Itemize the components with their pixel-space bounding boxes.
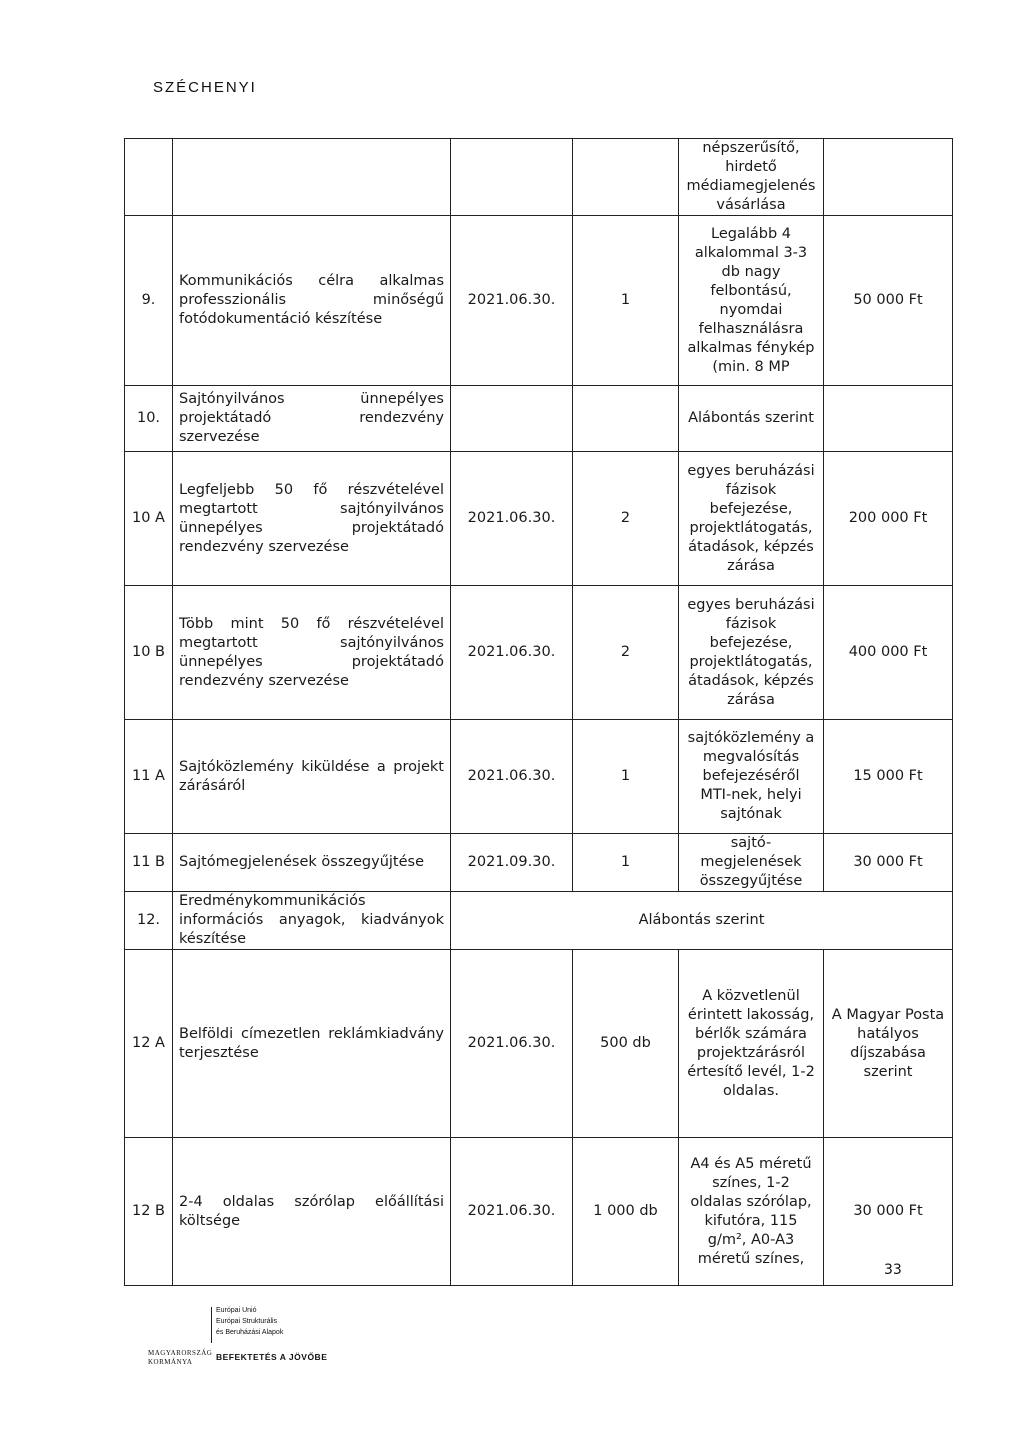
eu-line: Európai Unió <box>216 1307 257 1314</box>
row-deadline <box>451 386 573 452</box>
row-description <box>173 139 451 216</box>
row-unit-description: Alábontás szerint <box>679 386 824 452</box>
row-unit-price: 50 000 Ft <box>824 216 953 386</box>
table-row <box>125 216 953 386</box>
row-unit-price: 200 000 Ft <box>824 452 953 586</box>
footer-logo-block <box>148 1305 408 1375</box>
row-unit-price: A Magyar Posta hatályos díjszabása szerint <box>824 950 953 1138</box>
row-unit-description: Legalább 4 alkalommal 3-3 db nagy felbontású, nyomdai felhasználásra alkalmas fénykép (min. 8 MP <box>679 216 824 386</box>
row-description: 2-4 oldalas szórólap előállítási költsége <box>173 1138 451 1286</box>
table-row <box>125 720 953 834</box>
row-deadline: 2021.06.30. <box>451 1138 573 1286</box>
row-unit-description: népszerűsítő, hirdető médiamegjelenés vásárlása <box>679 139 824 216</box>
row-number: 9. <box>125 216 173 386</box>
row-number: 12. <box>125 892 173 950</box>
row-quantity: 2 <box>573 586 679 720</box>
row-description: Sajtónyilvános ünnepélyes projektátadó rendezvény szervezése <box>173 386 451 452</box>
table-row <box>125 950 953 1138</box>
table-row <box>125 386 953 452</box>
row-deadline: 2021.06.30. <box>451 950 573 1138</box>
row-description: Sajtóközlemény kiküldése a projekt zárásáról <box>173 720 451 834</box>
row-unit-price <box>824 386 953 452</box>
eu-line: Európai Strukturális <box>216 1318 278 1325</box>
table-row <box>125 892 953 950</box>
row-quantity: 1 000 db <box>573 1138 679 1286</box>
row-unit-price <box>824 139 953 216</box>
row-quantity: 500 db <box>573 950 679 1138</box>
row-unit-description: egyes beruházási fázisok befejezése, projektlátogatás, átadások, képzés zárása <box>679 452 824 586</box>
table-row <box>125 586 953 720</box>
row-deadline: 2021.06.30. <box>451 586 573 720</box>
table-row <box>125 1138 953 1286</box>
row-description: Több mint 50 fő részvételével megtartott sajtónyilvános ünnepélyes projektátadó rendezvény szervezése <box>173 586 451 720</box>
row-unit-description: egyes beruházási fázisok befejezése, projektlátogatás, átadások, képzés zárása <box>679 586 824 720</box>
row-deadline: 2021.09.30. <box>451 834 573 892</box>
row-deadline: 2021.06.30. <box>451 452 573 586</box>
gov-line: MAGYARORSZÁG <box>148 1349 213 1357</box>
row-unit-price: 30 000 Ft <box>824 834 953 892</box>
budget-table <box>124 138 953 1286</box>
row-description: Belföldi címezetlen reklámkiadvány terjesztése <box>173 950 451 1138</box>
row-unit-price: 30 000 Ft <box>824 1138 953 1286</box>
row-number: 12 B <box>125 1138 173 1286</box>
row-number <box>125 139 173 216</box>
gov-line: KORMÁNYA <box>148 1358 193 1366</box>
row-number: 10 A <box>125 452 173 586</box>
row-unit-description: A4 és A5 méretű színes, 1-2 oldalas szórólap, kifutóra, 115 g/m², A0-A3 méretű színes, <box>679 1138 824 1286</box>
page-number: 33 <box>884 1262 902 1278</box>
eu-line: és Beruházási Alapok <box>216 1329 284 1336</box>
eu-funding-label <box>216 1305 283 1338</box>
row-description: Legfeljebb 50 fő részvételével megtartott sajtónyilvános ünnepélyes projektátadó rendezvény szervezése <box>173 452 451 586</box>
slogan: BEFEKTETÉS A JÖVŐBE <box>216 1352 328 1362</box>
row-description: Kommunikációs célra alkalmas professzionális minőségű fotódokumentáció készítése <box>173 216 451 386</box>
row-merged-note: Alábontás szerint <box>451 892 953 950</box>
table-row <box>125 452 953 586</box>
divider <box>211 1307 212 1343</box>
table-row <box>125 834 953 892</box>
row-quantity: 1 <box>573 720 679 834</box>
row-deadline: 2021.06.30. <box>451 216 573 386</box>
row-unit-price: 400 000 Ft <box>824 586 953 720</box>
row-quantity: 1 <box>573 216 679 386</box>
row-quantity <box>573 139 679 216</box>
government-label <box>148 1349 212 1367</box>
row-number: 11 A <box>125 720 173 834</box>
row-number: 10. <box>125 386 173 452</box>
row-unit-description: sajtó-megjelenések összegyűjtése <box>679 834 824 892</box>
row-description: Sajtómegjelenések összegyűjtése <box>173 834 451 892</box>
row-deadline: 2021.06.30. <box>451 720 573 834</box>
row-unit-price: 15 000 Ft <box>824 720 953 834</box>
row-unit-description: sajtóközlemény a megvalósítás befejezéséről MTI-nek, helyi sajtónak <box>679 720 824 834</box>
row-description: Eredménykommunikációs információs anyagok, kiadványok készítése <box>173 892 451 950</box>
row-unit-description: A közvetlenül érintett lakosság, bérlők számára projektzárásról értesítő levél, 1-2 oldalas. <box>679 950 824 1138</box>
row-deadline <box>451 139 573 216</box>
row-number: 12 A <box>125 950 173 1138</box>
row-quantity: 1 <box>573 834 679 892</box>
row-quantity <box>573 386 679 452</box>
brand-header: SZÉCHENYI <box>153 79 257 96</box>
table-row <box>125 139 953 216</box>
row-number: 11 B <box>125 834 173 892</box>
row-quantity: 2 <box>573 452 679 586</box>
row-number: 10 B <box>125 586 173 720</box>
